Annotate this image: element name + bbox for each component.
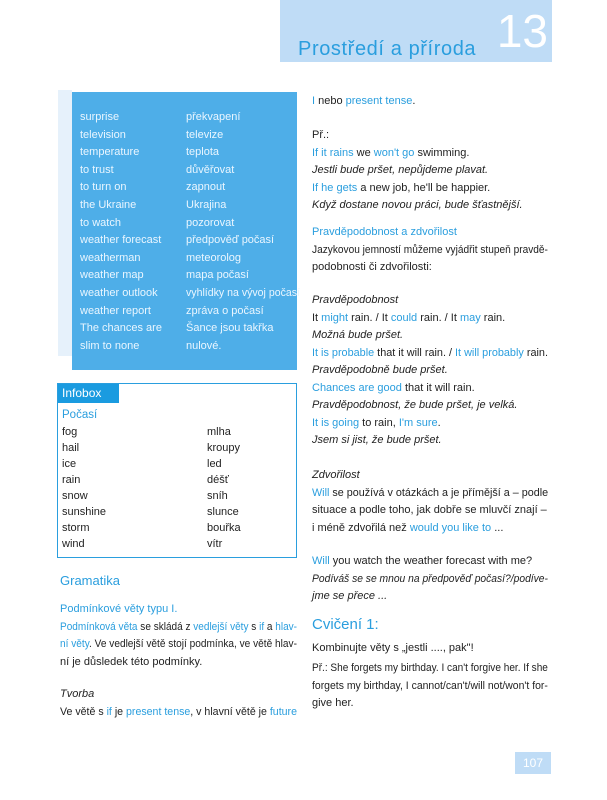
text-block bbox=[312, 616, 379, 634]
infobox-row bbox=[62, 442, 292, 458]
text-segment: present tense bbox=[345, 95, 413, 107]
text-segment: Zdvořilost bbox=[312, 469, 360, 481]
text-segment: vedlejší věty bbox=[193, 620, 249, 633]
chapter-number: 13 bbox=[496, 5, 548, 57]
text-block bbox=[312, 640, 474, 658]
text-segment: Př.: She forgets my birthday. I can't forgive her. If she bbox=[312, 662, 548, 674]
text-line bbox=[312, 485, 548, 503]
text-block bbox=[60, 601, 320, 671]
text-line bbox=[60, 601, 177, 619]
text-line bbox=[312, 162, 488, 180]
vocab-row bbox=[80, 127, 295, 145]
vocab-czech: Ukrajina bbox=[186, 199, 227, 211]
text-line bbox=[312, 695, 354, 713]
text-segment: future bbox=[269, 705, 297, 718]
text-segment: s bbox=[248, 620, 260, 633]
infobox-english: wind bbox=[62, 538, 85, 550]
text-segment: Pravděpodobně bude pršet. bbox=[312, 364, 448, 376]
vocab-english: weather outlook bbox=[80, 287, 158, 299]
vocabulary-box bbox=[72, 92, 300, 370]
vocab-row bbox=[80, 215, 295, 233]
vocab-czech: Šance jsou takřka bbox=[186, 322, 274, 335]
text-block bbox=[312, 224, 568, 277]
text-segment: . bbox=[437, 416, 441, 429]
text-segment: swimming. bbox=[414, 146, 470, 159]
text-segment: if bbox=[106, 705, 112, 718]
vocab-row bbox=[80, 338, 295, 356]
text-block bbox=[312, 93, 415, 111]
infobox-row bbox=[62, 538, 292, 554]
infobox-czech: bouřka bbox=[207, 522, 241, 534]
vocab-row bbox=[80, 303, 295, 321]
text-segment: situace a podle toho, jak dobře se mluvčí znají – bbox=[312, 504, 547, 516]
text-line bbox=[60, 636, 297, 654]
text-segment: Př.: bbox=[312, 129, 330, 141]
vocab-row bbox=[80, 179, 295, 197]
text-line bbox=[312, 242, 548, 260]
vocab-row bbox=[80, 162, 295, 180]
vocab-row bbox=[80, 285, 300, 303]
text-segment: Pravděpodobnost, že bude pršet, je velká. bbox=[312, 399, 518, 411]
text-segment: Pravděpodobnost bbox=[312, 294, 399, 306]
text-segment: Podíváš se se mnou na předpověď počasí?/podíve- bbox=[312, 572, 548, 585]
infobox-czech: kroupy bbox=[207, 442, 241, 454]
text-line bbox=[60, 619, 297, 637]
text-line bbox=[312, 259, 432, 277]
vocab-czech: překvapení bbox=[186, 111, 241, 123]
infobox-row bbox=[62, 506, 292, 522]
infobox-english: fog bbox=[62, 426, 78, 438]
vocab-english: weatherman bbox=[80, 251, 141, 264]
vocab-english: to watch bbox=[80, 216, 121, 229]
text-segment: that it will rain. bbox=[401, 381, 475, 394]
text-segment: forgets my birthday, I cannot/can't/will not/won't for- bbox=[312, 679, 548, 692]
text-segment: may bbox=[459, 311, 481, 324]
text-line bbox=[312, 432, 442, 450]
text-segment: you watch the weather forecast with me? bbox=[329, 555, 533, 567]
text-segment: rain. / It bbox=[417, 311, 460, 324]
text-segment: Jsem si jist, že bude pršet. bbox=[312, 434, 442, 446]
infobox-english: hail bbox=[62, 442, 80, 454]
vocab-row bbox=[80, 232, 295, 250]
infobox-czech: sníh bbox=[207, 490, 228, 502]
text-line bbox=[312, 180, 490, 198]
vocab-czech: televize bbox=[186, 128, 224, 141]
vocab-english: weather map bbox=[80, 269, 144, 282]
vocab-english: weather report bbox=[80, 304, 151, 317]
infobox-czech: déšť bbox=[207, 474, 229, 486]
text-segment: that it will rain. / bbox=[374, 346, 456, 359]
text-segment: ní je důsledek této podmínky. bbox=[60, 655, 203, 668]
text-line bbox=[312, 678, 548, 696]
text-line bbox=[312, 553, 532, 571]
text-segment: . Ve vedlejší větě stojí podmínka, ve větě hlav- bbox=[89, 638, 297, 650]
vocab-row bbox=[80, 250, 295, 268]
text-line bbox=[312, 502, 547, 520]
text-segment: Will bbox=[312, 555, 330, 567]
text-segment: Jazykovou jemností můžeme vyjádřit stupeň pravdě- bbox=[312, 243, 548, 256]
infobox-czech: mlha bbox=[207, 426, 231, 438]
text-segment: Pravděpodobnost a zdvořilost bbox=[312, 226, 457, 238]
text-block bbox=[312, 292, 551, 450]
infobox-row bbox=[62, 474, 292, 490]
text-block bbox=[312, 553, 564, 606]
vocab-english: weather forecast bbox=[80, 234, 162, 247]
text-segment: It is probable bbox=[312, 346, 375, 359]
text-segment: ... bbox=[491, 521, 504, 534]
vocab-czech: vyhlídky na vývoj počasí bbox=[186, 287, 300, 299]
text-segment: rain. / It bbox=[348, 311, 391, 324]
text-block bbox=[60, 686, 306, 721]
vocab-english: television bbox=[80, 128, 126, 141]
text-line bbox=[312, 362, 448, 380]
text-segment: Kombinujte věty s „jestli ...., pak"! bbox=[312, 642, 474, 654]
text-segment: It bbox=[312, 311, 322, 324]
text-segment: se používá v otázkách a je přímější a – podle bbox=[329, 486, 549, 499]
text-segment: rain. bbox=[523, 346, 548, 359]
vocab-row bbox=[80, 109, 295, 127]
text-line bbox=[312, 224, 457, 242]
text-segment: give her. bbox=[312, 697, 354, 709]
text-line bbox=[312, 660, 548, 678]
infobox-czech: vítr bbox=[207, 538, 223, 550]
text-line bbox=[312, 616, 379, 634]
text-line bbox=[60, 572, 120, 590]
text-segment: a new job, he'll be happier. bbox=[357, 181, 491, 194]
text-line bbox=[312, 397, 517, 415]
page-number: 107 bbox=[515, 752, 551, 774]
text-segment: present tense bbox=[126, 705, 191, 718]
infobox-english: rain bbox=[62, 474, 81, 486]
infobox-english: snow bbox=[62, 490, 88, 502]
vocab-english: to trust bbox=[80, 163, 114, 176]
text-segment: It is going bbox=[312, 416, 360, 429]
text-line bbox=[312, 588, 387, 606]
infobox-row bbox=[62, 490, 292, 506]
text-line bbox=[312, 93, 415, 111]
text-segment: Možná bude pršet. bbox=[312, 329, 404, 341]
text-line bbox=[312, 145, 469, 163]
text-segment: . bbox=[412, 95, 416, 107]
text-line bbox=[312, 327, 403, 345]
text-segment: ní věty bbox=[60, 638, 90, 650]
text-segment: jme se přece ... bbox=[312, 590, 388, 602]
vocab-czech: teplota bbox=[186, 146, 220, 159]
text-segment: It will probably bbox=[455, 346, 524, 359]
text-segment: won't go bbox=[373, 146, 415, 159]
infobox-row bbox=[62, 522, 292, 538]
text-line bbox=[312, 345, 548, 363]
vocab-row bbox=[80, 267, 295, 285]
text-segment: I bbox=[312, 95, 316, 107]
text-block bbox=[60, 572, 120, 590]
text-segment: to rain, bbox=[359, 416, 399, 429]
text-segment: podobnosti či zdvořilosti: bbox=[312, 261, 432, 273]
vocab-english: The chances are bbox=[80, 322, 162, 335]
text-segment: , v hlavní větě je bbox=[190, 705, 270, 718]
text-segment: rain. bbox=[480, 311, 506, 324]
vocab-row bbox=[80, 320, 295, 338]
vocab-english: slim to none bbox=[80, 339, 140, 352]
text-segment: Podmínková věta bbox=[60, 620, 138, 633]
vocab-english: to turn on bbox=[80, 181, 127, 194]
text-line bbox=[312, 310, 505, 328]
text-segment: Will bbox=[312, 486, 330, 499]
text-segment: Ve větě s bbox=[60, 705, 107, 718]
text-segment: je bbox=[111, 705, 127, 718]
text-segment: Tvorba bbox=[60, 688, 95, 700]
vocab-strip bbox=[58, 90, 72, 356]
text-segment: could bbox=[390, 311, 418, 324]
text-block bbox=[312, 467, 553, 537]
text-line bbox=[60, 654, 202, 672]
infobox-english: ice bbox=[62, 458, 77, 470]
vocab-row bbox=[80, 197, 295, 215]
text-segment: we bbox=[353, 146, 374, 159]
text-segment: Jestli bude pršet, nepůjdeme plavat. bbox=[312, 164, 489, 176]
chapter-header bbox=[280, 0, 552, 62]
infobox-czech: slunce bbox=[207, 506, 239, 518]
text-line bbox=[312, 640, 474, 658]
infobox-english: storm bbox=[62, 522, 90, 534]
text-line bbox=[312, 467, 360, 485]
vocab-czech: meteorolog bbox=[186, 251, 242, 264]
infobox-heading: Počasí bbox=[62, 409, 98, 421]
chapter-title: Prostředí a příroda bbox=[298, 38, 477, 60]
text-segment: I'm sure bbox=[398, 416, 438, 429]
section-heading: Gramatika bbox=[60, 573, 120, 588]
vocab-czech: mapa počasí bbox=[186, 269, 249, 282]
vocab-czech: pozorovat bbox=[186, 216, 235, 229]
infobox-row bbox=[62, 458, 292, 474]
text-segment: Chances are good bbox=[312, 381, 402, 394]
text-line bbox=[312, 127, 329, 145]
text-segment: would you like to bbox=[409, 521, 492, 534]
infobox-tab: Infobox bbox=[58, 384, 119, 403]
text-segment: if bbox=[259, 620, 265, 633]
vocab-czech: zpráva o počasí bbox=[186, 304, 264, 317]
vocab-czech: nulové. bbox=[186, 339, 222, 352]
vocab-row bbox=[80, 144, 295, 162]
text-block bbox=[312, 127, 523, 215]
text-segment: If it rains bbox=[312, 146, 354, 159]
infobox-czech: led bbox=[207, 458, 222, 470]
text-line bbox=[312, 415, 441, 433]
text-line bbox=[312, 520, 503, 538]
infobox bbox=[57, 383, 297, 558]
text-block bbox=[312, 660, 570, 713]
vocab-english: surprise bbox=[80, 111, 120, 123]
text-segment: se skládá z bbox=[137, 620, 194, 633]
infobox-row bbox=[62, 426, 292, 442]
text-line bbox=[60, 704, 297, 722]
infobox-english: sunshine bbox=[62, 506, 107, 518]
section-heading: Cvičení 1: bbox=[312, 616, 379, 633]
text-segment: i méně zdvořilá než bbox=[312, 521, 410, 534]
text-segment: If he gets bbox=[312, 181, 358, 194]
text-segment: nebo bbox=[315, 95, 346, 107]
vocab-czech: důvěřovat bbox=[186, 163, 235, 176]
vocab-czech: zapnout bbox=[186, 181, 226, 194]
text-segment: hlav- bbox=[275, 620, 298, 633]
vocab-english: temperature bbox=[80, 146, 140, 159]
vocab-czech: předpověď počasí bbox=[186, 234, 275, 247]
text-segment: a bbox=[264, 620, 276, 633]
text-segment: might bbox=[321, 311, 349, 324]
text-line bbox=[60, 686, 94, 704]
text-segment: Když dostane novou práci, bude šťastnější. bbox=[312, 199, 523, 211]
text-line bbox=[312, 292, 398, 310]
text-line bbox=[312, 571, 548, 589]
vocab-english: the Ukraine bbox=[80, 199, 137, 211]
text-line bbox=[312, 197, 523, 215]
text-segment: Podmínkové věty typu I. bbox=[60, 603, 178, 615]
text-line bbox=[312, 380, 475, 398]
